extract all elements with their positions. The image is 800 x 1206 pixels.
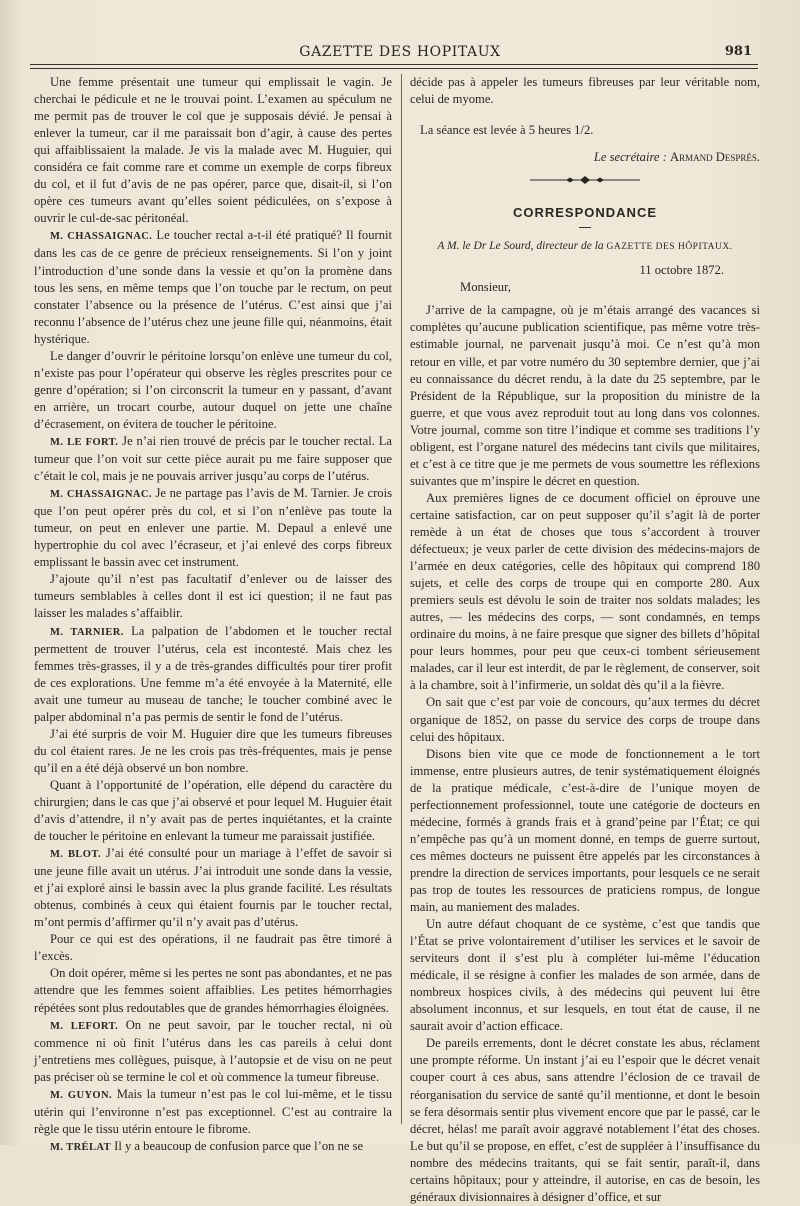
letter-paragraph: On sait que c’est par voie de concours, qu’aux termes du décret organique de 1852, on passe du service des corps de troupe dans celui des hôpitaux. [410, 695, 760, 744]
paragraph-text: Pour ce qui est des opérations, il ne faudrait pas être timoré à l’excès. [34, 932, 392, 964]
paragraph-text: Le toucher rectal a-t-il été pratiqué? Il fournit dans les cas de ce genre de précieux renseignements. Si l’on y joint l’introduction d’une sonde dans la vessie et qu’on la promène dans tous les sens, en même temps que l’on touche par le rectum, on peut constater l’absence ou la présence de l’utérus. C’est ainsi que j’ai reconnu l’absence de l’utérus chez une jeune fille qui, néanmoins, était hystérique. [34, 228, 392, 346]
paragraph-text: J’ajoute qu’il n’est pas facultatif d’enlever ou de laisser des tumeurs semblables à celles dont il est ici question; il ne faut pas laisser les malades s’affaiblir. [34, 572, 392, 621]
header-rule-thick [30, 64, 758, 65]
letter-address [410, 238, 760, 256]
letter-date: 11 octobre 1872. [639, 263, 724, 278]
speaker-name: M. BLOT. [50, 849, 102, 861]
speaker-paragraph [34, 1086, 392, 1138]
paragraph-text: Une femme présentait une tumeur qui emplissait le vagin. Je cherchai le pédicule et ne le trouvai point. L’examen au spéculum ne me permit pas de trouver le col que je supposais dévié. Je pensai à enlever la tumeur, car il me paraissait bon d’agir, à cause des pertes qui affaiblissaient la malade. Je vis la malade avec M. Huguier, qui considéra ce fait comme rare et comme un exemple de corps fibreux du col, et il fut d’avis de ne pas opérer, parce que, disait-il, si l’on opère ces tumeurs avant qu’elles soient pédiculées, on s’expose à ouvrir le cul-de-sac péritonéal. [34, 75, 392, 226]
paragraph-text: Quant à l’opportunité de l’opération, elle dépend du caractère du chirurgien; dans le cas que j’ai observé et pour lequel M. Huguier était d’avis d’attendre, il n’y avait pas de pertes inquiétantes, et la crainte de toucher le péritoine en enlevant la tumeur me paraissait justifiée. [34, 777, 392, 844]
paragraph-text: Mais la tumeur n’est pas le col lui-même, et le tissu utérin qui l’environne n’est pas exceptionnel. C’est au contraire la règle que le tissu utérin entoure le fibrome. [34, 1086, 393, 1136]
speaker-paragraph [34, 623, 392, 726]
letter-paragraph: J’arrive de la campagne, où je m’étais arrangé des vacances si complètes qu’aucune publication scientifique, pas même votre très-estimable journal, ne parvenait jusqu’à moi. Ce n’est qu’à mon retour en ville, et par votre numéro du 30 septembre dernier, que j’ai eu connaissance du décret rendu, à la date du 25 septembre, par le Président de la République, sur la proposition du ministre de la guerre, et que vous avez reproduit tout au long dans vos colonnes. Votre journal, comme son titre l’indique et comme ses traditions l’y obligent, est l’organe naturel des médecins tant civils que militaires, et c’est à ce titre que je me permets de vous soumettre les réflexions suivantes que m’inspire le décret en question. [410, 303, 760, 488]
speaker-name: M. TARNIER. [50, 626, 124, 638]
paragraph-text: La palpation de l’abdomen et le toucher rectal permettent de trouver l’utérus, cela est incontesté. Mais chez les femmes très-grasses, il y a de très-grandes difficultés pour tirer profit de ces explorations. Une femme m’a été envoyée à la Maternité, elle avait une tumeur au museau de tanche; le toucher combiné avec le palper abdominal n’a pas permis de sentir le fond de l’utérus. [34, 623, 392, 724]
paragraph-text: On doit opérer, même si les pertes ne sont pas abondantes, et ne pas attendre que les femmes soient affaiblies. Les petites hémorrhagies répétées sont plus redoutables que de grandes hémorrhagies éloignées. [34, 966, 392, 1015]
speaker-name: M. GUYON. [50, 1089, 113, 1101]
speaker-paragraph [34, 845, 392, 931]
address-prefix: A M. le Dr Le Sourd, directeur de la [437, 240, 604, 253]
letter-paragraph: Un autre défaut choquant de ce système, c’est que tandis que l’État se prive volontairement d’utiliser les services et le savoir de serviteurs dont il s’est plu à compléter lui-même l’éducation médicale, il se résigne à confier les malades de son armée, dans de nombreux hospices civils, à des médecins qui peuvent lui être absolument inconnus, et sur lesquels, en tout état de cause, il ne saurait avoir d’action efficace. [410, 917, 760, 1034]
paragraph-text: J’ai été surpris de voir M. Huguier dire que les tumeurs fibreuses du col étaient rares. Je ne les crois pas très-fréquentes, mais je pense qu’il en a été déjà observé un bon nombre. [34, 726, 392, 775]
letter-paragraph: Disons bien vite que ce mode de fonctionnement a le tort immense, entre plusieurs autres, de tenir systématiquement éloignés de la pratique médicale, c’est-à-dire de l’unique moyen de perfectionnement professionnel, toute une catégorie de docteurs en médecine, formés à grands frais et à grand’peine par l’État; ce qui n’empêche pas qu’à un moment donné, en temps de guerre surtout, ces mêmes docteurs ne puissent être appelés par les circonstances à prendre la direction de services importants, pour lesquels ce ne serait pas trop de toutes les ressources de praticiens rompus, de longue main, au maniement des malades. [410, 746, 760, 915]
secretary-signature [410, 149, 760, 166]
secretary-label: Le secrétaire : [593, 150, 667, 165]
speaker-name: M. LEFORT. [50, 1020, 119, 1032]
ornament-rule-icon [530, 174, 640, 186]
header-rule-thin [30, 68, 758, 69]
letter-salutation: Monsieur, [460, 280, 511, 295]
text-paragraph [34, 348, 392, 433]
speaker-paragraph [34, 433, 392, 485]
right-column [410, 74, 760, 1206]
heading-dash [579, 227, 591, 228]
speaker-name: M. TRÉLAT [50, 1141, 111, 1153]
text-paragraph [34, 726, 392, 777]
section-heading: CORRESPONDANCE [512, 205, 657, 221]
letter-paragraph: De pareils errements, dont le décret constate les abus, réclament une prompte réforme. Un instant j’ai eu l’espoir que le décret venait couper court à ces abus, sans attendre l’éclosion de ce travail de réorganisation du service de santé qu’il mentionne, et dont le besoin se fera désormais sentir plus vivement encore que par le passé, car le décret, hélas! me paraît avoir aggravé notablement l’état des choses. Le but qu’il se propose, en effet, c’est de suppléer à l’insuffisance du nombre des médecins traitants, qui se fait sentir, paraît-il, dans certains hôpitaux; pour y atteindre, il autorise, en cas de besoin, les généraux divisionnaires à désigner d’office, et sur [410, 1036, 760, 1204]
continued-paragraph: décide pas à appeler les tumeurs fibreuses par leur véritable nom, celui de myome. [410, 75, 760, 107]
session-closing: La séance est levée à 5 heures 1/2. [420, 123, 594, 138]
paragraph-text: Le danger d’ouvrir le péritoine lorsqu’on enlève une tumeur du col, n’existe pas pour l’opérateur qui observe les règles prescrites pour ce genre d’opération; si l’on circonscrit la tumeur en y passant, d’avant en arrière, un trocart courbe, autour duquel on jette une chaîne d’écrasement, on évitera de toucher le péritoine. [34, 348, 392, 431]
text-paragraph [34, 571, 392, 622]
paragraph-text: Il y a beaucoup de confusion parce que l’on ne se [114, 1138, 364, 1153]
speaker-paragraph [34, 485, 392, 571]
speaker-name: M. CHASSAIGNAC. [50, 231, 153, 243]
address-journal: GAZETTE DES HÔPITAUX. [606, 242, 733, 253]
paragraph-text: Je n’ai rien trouvé de précis par le toucher rectal. La tumeur que l’on voit sur cette pièce aurait pu me faire supposer que c’était le col, mais je ne pouvais arriver jusqu’au corps de l’utérus. [34, 433, 392, 484]
speaker-paragraph [34, 1017, 392, 1086]
page-header [30, 44, 770, 64]
text-paragraph [34, 74, 392, 227]
column-divider [401, 74, 402, 1124]
text-paragraph [34, 931, 392, 965]
speaker-paragraph [34, 227, 392, 347]
page-number: 981 [724, 44, 752, 59]
secretary-name: Armand Després. [669, 150, 760, 165]
text-paragraph [34, 965, 392, 1016]
paragraph-text: Je ne partage pas l’avis de M. Tarnier. Je crois que l’on peut opérer près du col, et si l’on n’enlève pas toute la tumeur, on peut en enlever une partie. M. Depaul a enlevé une hypertrophie du col avec l’écraseur, et j’ai enlevé des corps fibreux emplissant le bassin avec cet instrument. [34, 486, 392, 570]
text-paragraph [34, 777, 392, 845]
speaker-name: M. CHASSAIGNAC. [50, 489, 152, 501]
paragraph-text: J’ai été consulté pour un mariage à l’effet de savoir si une jeune fille avait un utérus. J’ai introduit une sonde dans la vessie, et j’ai exploré ainsi le bassin avec la plus grande facilité. Les résultats obtenus, combinés à ceux qui étaient fournis par le toucher rectal, m’ont permis d’affirmer qu’il n’y avait pas d’utérus. [34, 846, 392, 930]
paragraph-text: On ne peut savoir, par le toucher rectal, ni où commence ni où finit l’utérus dans les cas pareils à celui dont j’entretiens mes collègues, puisque, à l’autopsie et de visu on ne peut pas préciser où se termine le col et où commence la tumeur fibreuse. [34, 1017, 393, 1084]
left-column [34, 74, 392, 1156]
speaker-paragraph [34, 1138, 392, 1156]
letter-paragraph: Aux premières lignes de ce document officiel on éprouve une certaine satisfaction, car on peut supposer qu’il s’agit là de porter remède à un état de choses que tous s’accordent à trouver défectueux; je veux parler de cette division des médecins-majors de l’armée en deux catégories, celle des hôpitaux qui comprend 180 sujets, et celle des corps de troupe qui en comporte 280. Aux premiers seuls est dévolu le soin de traiter nos soldats malades; les autres, — les médecins des corps, — sont condamnés, en temps ordinaire du moins, à ne faire presque que signer des billets d’hôpital pour leurs hommes, pour peu que ceux-ci tombent sérieusement malades, car il leur est interdit, de par le règlement, de conserver, soit à la chambre, soit à l’infirmerie, un soldat dès qu’il a la fièvre. [410, 490, 760, 693]
section-ornament [410, 174, 760, 196]
running-title: GAZETTE DES HOPITAUX [299, 44, 501, 60]
speaker-name: M. LE FORT. [50, 436, 119, 448]
